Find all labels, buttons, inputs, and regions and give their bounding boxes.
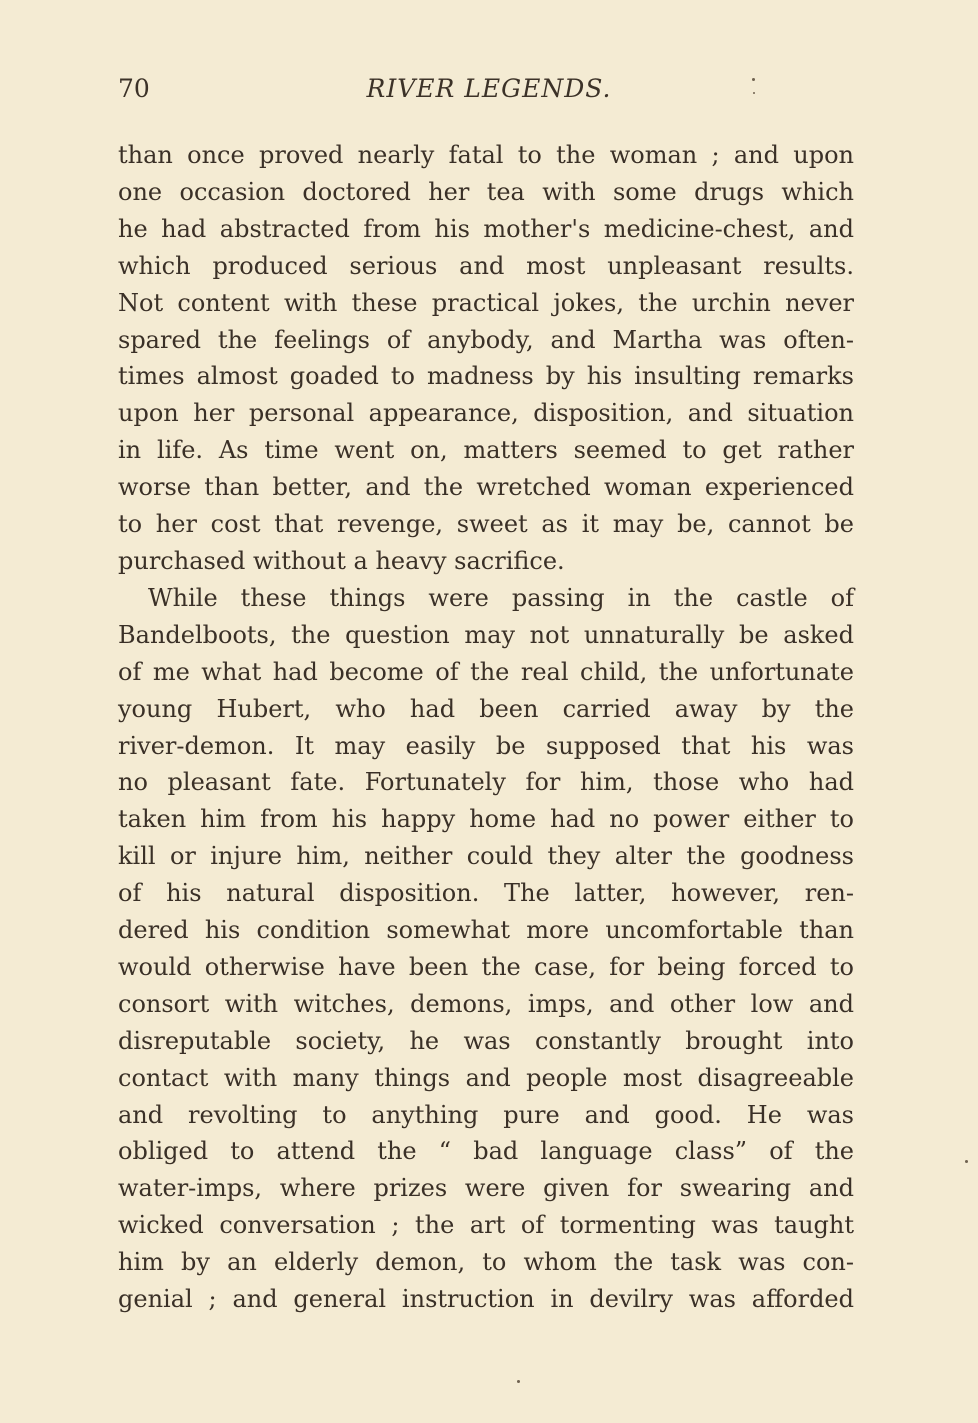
text-line: of his natural disposition. The latter, however, ren- [118,879,854,908]
paper-speck [965,1160,968,1163]
text-line: river-demon. It may easily be supposed that his was [118,731,854,760]
text-line: and revolting to anything pure and good. He was [118,1100,854,1129]
paper-speck [753,92,755,94]
text-line: which produced serious and most unpleasant results. [118,251,854,280]
text-line: he had abstracted from his mother's medicine-chest, and [118,214,854,243]
paper-speck [517,1380,520,1383]
text-line: young Hubert, who had been carried away by the [118,694,854,723]
text-line: While these things were passing in the castle of [148,583,854,612]
text-line: disreputable society, he was constantly brought into [118,1026,854,1055]
text-line: worse than better, and the wretched woman experienced [118,473,854,502]
text-line: to her cost that revenge, sweet as it may be, cannot be [118,510,854,539]
text-line: than once proved nearly fatal to the woman ; and upon [118,141,854,169]
text-line: in life. As time went on, matters seemed to get rather [118,436,854,465]
text-line: times almost goaded to madness by his insulting remarks [118,362,854,391]
text-line: kill or injure him, neither could they alter the goodness [118,842,854,871]
text-line: water-imps, where prizes were given for swearing and [118,1174,854,1203]
text-line: would otherwise have been the case, for being forced to [118,952,854,981]
text-line: taken him from his happy home had no power either to [118,805,854,834]
text-line: obliged to attend the “ bad language class” of the [118,1137,854,1166]
text-line: contact with many things and people most disagreeable [118,1063,854,1092]
text-line: purchased without a heavy sacrifice. [118,546,565,575]
text-line: dered his condition somewhat more uncomfortable than [118,916,854,945]
paper-speck [752,78,755,81]
text-line: of me what had become of the real child, the unfortunate [118,657,854,686]
text-line: consort with witches, demons, imps, and other low and [118,989,854,1018]
text-line: wicked conversation ; the art of tormenting was taught [118,1211,854,1240]
text-line: him by an elderly demon, to whom the task was con- [118,1248,854,1277]
text-line: genial ; and general instruction in devilry was afforded [118,1285,854,1314]
text-line: one occasion doctored her tea with some drugs which [118,177,854,206]
text-line: spared the feelings of anybody, and Martha was often- [118,325,854,354]
text-line: no pleasant fate. Fortunately for him, those who had [118,768,854,797]
page-number: 70 [118,74,150,103]
text-line: Bandelboots, the question may not unnaturally be asked [118,620,854,649]
running-title: RIVER LEGENDS. [366,74,612,103]
text-line: Not content with these practical jokes, the urchin never [118,288,854,317]
text-line: upon her personal appearance, disposition, and situation [118,399,854,428]
body-text [118,137,854,1318]
